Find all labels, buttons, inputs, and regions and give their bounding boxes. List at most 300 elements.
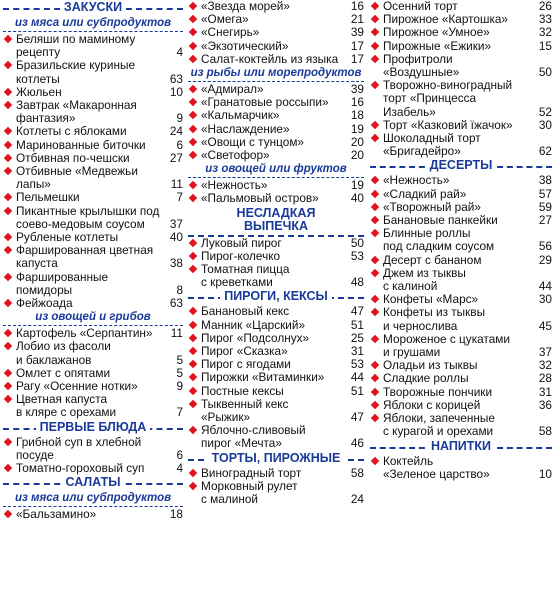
bullet-diamond-icon <box>189 2 197 10</box>
page-number: 58 <box>350 465 364 480</box>
page-number: 10 <box>538 466 552 481</box>
index-column-1 <box>3 0 183 600</box>
recipe-title-line: Рубленые котлеты <box>16 230 119 245</box>
recipe-entry[interactable] <box>188 424 364 450</box>
page-number: 40 <box>169 230 183 245</box>
page-number: 24 <box>169 124 183 139</box>
page-number: 16 <box>350 95 364 110</box>
recipe-title-line: Джем из тыквы <box>383 265 466 280</box>
recipe-entry[interactable] <box>370 254 552 267</box>
recipe-title-line: «Нежность» <box>383 173 450 188</box>
recipe-title-line: с калиной <box>383 279 438 294</box>
recipe-title-line: «Овощи с тунцом» <box>201 134 304 149</box>
bullet-diamond-icon <box>189 55 197 63</box>
recipe-title-line: «Кальмарчик» <box>201 108 280 123</box>
recipe-entry[interactable] <box>188 385 364 398</box>
page-number: 57 <box>538 186 552 201</box>
recipe-title-line: «Адмирал» <box>201 82 264 97</box>
bullet-diamond-icon <box>189 334 197 342</box>
bullet-diamond-icon <box>371 121 379 129</box>
page-number: 9 <box>176 379 183 394</box>
section-heading-text: ЗАКУСКИ <box>60 0 126 14</box>
page-number: 5 <box>176 352 183 367</box>
recipe-title-line: Творожные пончики <box>383 384 493 399</box>
recipe-title-line: Фаршированные <box>16 269 109 284</box>
recipe-title-line: соево-медовым соусом <box>16 216 145 231</box>
page-number: 17 <box>350 51 364 66</box>
page-number: 30 <box>538 117 552 132</box>
recipe-entry[interactable] <box>370 386 552 399</box>
bullet-diamond-icon <box>371 269 379 277</box>
page-number: 38 <box>169 256 183 271</box>
recipe-title-line: Омлет с опятами <box>16 365 111 380</box>
page-number: 62 <box>538 144 552 159</box>
subsection-heading: из овощей и грибов <box>3 311 183 326</box>
bullet-diamond-icon <box>189 238 197 246</box>
recipe-entry[interactable] <box>188 319 364 332</box>
recipe-title-line: под сладким соусом <box>383 239 495 254</box>
bullet-diamond-icon <box>189 482 197 490</box>
page-number: 45 <box>538 318 552 333</box>
recipe-title-line: «Бальзамино» <box>16 507 97 522</box>
bullet-diamond-icon <box>371 374 379 382</box>
recipe-entry[interactable] <box>370 333 552 359</box>
bullet-diamond-icon <box>4 193 12 201</box>
bullet-diamond-icon <box>189 98 197 106</box>
bullet-diamond-icon <box>4 35 12 43</box>
page-number: 63 <box>169 71 183 86</box>
recipe-title-line: Пирожные «Ежики» <box>383 38 492 53</box>
recipe-entry[interactable] <box>3 436 183 462</box>
bullet-diamond-icon <box>371 55 379 63</box>
page-number: 63 <box>169 296 183 311</box>
page-number: 44 <box>538 279 552 294</box>
page-number: 47 <box>350 410 364 425</box>
recipe-title-line: Оладьи из тыквы <box>383 358 478 373</box>
bullet-diamond-icon <box>189 151 197 159</box>
bullet-diamond-icon <box>189 15 197 23</box>
bullet-diamond-icon <box>4 382 12 390</box>
recipe-title-line: рецепту <box>16 45 61 60</box>
page-number: 5 <box>176 365 183 380</box>
recipe-title-line: Манник «Царский» <box>201 317 306 332</box>
page-number: 48 <box>350 275 364 290</box>
recipe-entry[interactable] <box>370 455 552 481</box>
bullet-diamond-icon <box>371 414 379 422</box>
recipe-title-line: Пирог «Сказка» <box>201 344 288 359</box>
recipe-entry[interactable] <box>188 192 364 205</box>
recipe-title-line: Фейжоада <box>16 296 73 311</box>
recipe-entry[interactable] <box>188 149 364 162</box>
recipe-entry[interactable] <box>3 508 183 521</box>
page-number: 59 <box>538 199 552 214</box>
recipe-entry[interactable] <box>188 398 364 424</box>
recipe-title-line: Тыквенный кекс <box>201 396 289 411</box>
bullet-diamond-icon <box>189 28 197 36</box>
recipe-title-line: Жюльен <box>16 84 62 99</box>
bullet-diamond-icon <box>4 464 12 472</box>
recipe-title-line: Блинные роллы <box>383 226 471 241</box>
bullet-diamond-icon <box>189 373 197 381</box>
recipe-title-line: «Снегирь» <box>201 25 260 40</box>
bullet-diamond-icon <box>4 233 12 241</box>
recipe-title-line: Картофель «Серпантин» <box>16 326 153 341</box>
page-number: 19 <box>350 178 364 193</box>
recipe-entry[interactable] <box>188 40 364 53</box>
page-number: 37 <box>169 216 183 231</box>
page-number: 15 <box>538 38 552 53</box>
recipe-title-line: Пирожное «Картошка» <box>383 12 508 27</box>
bullet-diamond-icon <box>189 426 197 434</box>
page-number: 28 <box>538 371 552 386</box>
recipe-title-line: «Рыжик» <box>201 410 251 425</box>
recipe-entry[interactable] <box>370 79 552 119</box>
bullet-diamond-icon <box>189 41 197 49</box>
recipe-title-line: «Омега» <box>201 12 249 27</box>
page-number: 37 <box>538 345 552 360</box>
bullet-diamond-icon <box>371 134 379 142</box>
recipe-title-line: Фаршированная цветная <box>16 243 154 258</box>
recipe-title-line: Лобио из фасоли <box>16 339 111 354</box>
bullet-diamond-icon <box>189 194 197 202</box>
bullet-diamond-icon <box>371 387 379 395</box>
recipe-title-line: и чернослива <box>383 318 458 333</box>
section-heading <box>370 439 552 455</box>
page-number: 17 <box>350 38 364 53</box>
recipe-title-line: «Зеленое царство» <box>383 466 490 481</box>
page-number: 21 <box>350 12 364 27</box>
recipe-title-line: Котлеты с яблоками <box>16 124 127 139</box>
section-heading <box>3 420 183 436</box>
recipe-title-line: в кляре с орехами <box>16 405 117 420</box>
section-heading <box>3 0 183 16</box>
recipe-title-line: Виноградный торт <box>201 465 302 480</box>
recipe-entry[interactable] <box>3 191 183 204</box>
page-number: 18 <box>169 507 183 522</box>
recipe-title-line: Томатно-гороховый суп <box>16 461 145 476</box>
bullet-diamond-icon <box>4 369 12 377</box>
page-number: 11 <box>170 177 183 192</box>
recipe-title-line: Пирог с ягодами <box>201 357 291 372</box>
subsection-heading: из мяса или субпродуктов <box>3 492 183 507</box>
recipe-entry[interactable] <box>188 305 364 318</box>
bullet-diamond-icon <box>189 265 197 273</box>
bullet-diamond-icon <box>371 81 379 89</box>
page-number: 31 <box>350 344 364 359</box>
bullet-diamond-icon <box>189 320 197 328</box>
bullet-diamond-icon <box>371 308 379 316</box>
bullet-diamond-icon <box>4 206 12 214</box>
bullet-diamond-icon <box>189 252 197 260</box>
recipe-title-line: Завтрак «Макаронная <box>16 98 137 113</box>
page-number: 11 <box>170 326 183 341</box>
recipe-title-line: Яблоки, запеченные <box>383 411 495 426</box>
page-number: 6 <box>176 137 183 152</box>
recipe-entry[interactable] <box>370 267 552 293</box>
recipe-title-line: Беляши по маминому <box>16 32 136 46</box>
recipe-entry[interactable] <box>370 53 552 79</box>
bullet-diamond-icon <box>371 229 379 237</box>
page-number: 51 <box>350 383 364 398</box>
recipe-title-line: с курагой и орехами <box>383 424 494 439</box>
bullet-diamond-icon <box>189 111 197 119</box>
page-number: 7 <box>176 405 183 420</box>
bullet-diamond-icon <box>4 395 12 403</box>
bullet-diamond-icon <box>189 400 197 408</box>
recipe-title-line: и баклажанов <box>16 352 92 367</box>
page-number: 52 <box>538 104 552 119</box>
recipe-entry[interactable] <box>3 33 183 59</box>
recipe-entry[interactable] <box>3 393 183 419</box>
bullet-diamond-icon <box>371 216 379 224</box>
recipe-entry[interactable] <box>3 99 183 125</box>
recipe-entry[interactable] <box>370 174 552 187</box>
page-number: 9 <box>176 111 183 126</box>
recipe-entry[interactable] <box>370 26 552 39</box>
page-number: 58 <box>538 424 552 439</box>
recipe-title-line: Отбивная по-чешски <box>16 150 130 165</box>
page-number: 40 <box>350 191 364 206</box>
recipe-entry[interactable] <box>3 462 183 475</box>
recipe-title-line: Банановые панкейки <box>383 213 498 228</box>
subsection-heading: из овощей или фруктов <box>188 163 364 178</box>
bullet-diamond-icon <box>371 401 379 409</box>
bullet-diamond-icon <box>189 181 197 189</box>
recipe-title-line: Пирог-колечко <box>201 248 281 263</box>
recipe-title-line: Пельмешки <box>16 190 80 205</box>
recipe-title-line: «Светофор» <box>201 148 270 163</box>
page-number: 4 <box>176 45 183 60</box>
bullet-diamond-icon <box>371 2 379 10</box>
bullet-diamond-icon <box>4 88 12 96</box>
bullet-diamond-icon <box>189 360 197 368</box>
section-heading <box>188 206 364 237</box>
page-number: 26 <box>538 0 552 13</box>
recipe-title-line: Луковый пирог <box>201 235 282 250</box>
page-number: 32 <box>538 358 552 373</box>
recipe-title-line: Рагу «Осенние нотки» <box>16 379 138 394</box>
section-heading-text: ПЕРВЫЕ БЛЮДА <box>36 420 151 434</box>
bullet-diamond-icon <box>189 307 197 315</box>
page-number: 27 <box>169 150 183 165</box>
recipe-title-line: «Бригадейро» <box>383 144 461 159</box>
page-number: 16 <box>350 0 364 13</box>
recipe-entry[interactable] <box>3 125 183 138</box>
bullet-diamond-icon <box>189 468 197 476</box>
page-number: 39 <box>350 82 364 97</box>
section-heading-text: НАПИТКИ <box>427 439 495 453</box>
section-heading <box>188 451 364 467</box>
section-heading-text: ТОРТЫ, ПИРОЖНЫЕ <box>208 451 345 465</box>
bullet-diamond-icon <box>189 347 197 355</box>
recipe-entry[interactable] <box>370 188 552 201</box>
bullet-diamond-icon <box>371 361 379 369</box>
bullet-diamond-icon <box>371 203 379 211</box>
page-number: 19 <box>350 121 364 136</box>
recipe-entry[interactable] <box>370 372 552 385</box>
page-number: 7 <box>176 190 183 205</box>
section-heading <box>3 475 183 491</box>
bullet-diamond-icon <box>371 176 379 184</box>
recipe-title-line: помидоры <box>16 282 73 297</box>
page-number: 18 <box>350 108 364 123</box>
page-number: 25 <box>350 330 364 345</box>
recipe-title-line: котлеты <box>16 71 60 86</box>
recipe-title-line: «Пальмовый остров» <box>201 191 319 206</box>
recipe-entry[interactable] <box>370 306 552 332</box>
section-heading-line: ВЫПЕЧКА <box>243 218 309 233</box>
page-number: 32 <box>538 25 552 40</box>
recipe-title-line: Бразильские куриные <box>16 58 136 73</box>
section-heading-text: ДЕСЕРТЫ <box>426 158 497 172</box>
bullet-diamond-icon <box>4 61 12 69</box>
index-column-3 <box>370 0 552 600</box>
recipe-title-line: Пикантные крылышки под <box>16 203 160 218</box>
recipe-title-line: Томатная пицца <box>201 262 290 277</box>
recipe-title-line: Десерт с бананом <box>383 252 482 267</box>
page-number: 56 <box>538 239 552 254</box>
recipe-title-line: с малиной <box>201 492 258 507</box>
page-number: 50 <box>350 235 364 250</box>
recipe-entry[interactable] <box>188 371 364 384</box>
page-number: 47 <box>350 304 364 319</box>
recipe-title-line: Салат-коктейль из языка <box>201 51 339 66</box>
recipe-title-line: фантазия» <box>16 111 76 126</box>
recipe-title-line: Профитроли <box>383 51 453 66</box>
bullet-diamond-icon <box>4 272 12 280</box>
recipe-title-line: Банановый кекс <box>201 304 290 319</box>
bullet-diamond-icon <box>4 510 12 518</box>
recipe-entry[interactable] <box>3 244 183 270</box>
recipe-title-line: Изабель» <box>383 104 436 119</box>
recipe-title-line: и грушами <box>383 345 441 360</box>
recipe-title-line: Грибной суп в хлебной <box>16 434 142 449</box>
bullet-diamond-icon <box>189 85 197 93</box>
bullet-diamond-icon <box>4 246 12 254</box>
section-heading <box>188 289 364 305</box>
page-number: 4 <box>176 461 183 476</box>
page-number: 31 <box>538 384 552 399</box>
recipe-title-line: Отбивные «Медвежьи <box>16 164 138 179</box>
page-number: 53 <box>350 248 364 263</box>
recipe-entry[interactable] <box>3 165 183 191</box>
bullet-diamond-icon <box>4 329 12 337</box>
bullet-diamond-icon <box>189 386 197 394</box>
section-heading <box>370 158 552 174</box>
recipe-entry[interactable] <box>188 53 364 66</box>
recipe-entry[interactable] <box>188 263 364 289</box>
recipe-entry[interactable] <box>3 297 183 310</box>
recipe-entry[interactable] <box>3 59 183 85</box>
recipe-title-line: Конфеты «Марс» <box>383 292 479 307</box>
recipe-entry[interactable] <box>188 26 364 39</box>
recipe-entry[interactable] <box>188 237 364 250</box>
bullet-diamond-icon <box>4 140 12 148</box>
recipe-title-line: с креветками <box>201 275 273 290</box>
bullet-diamond-icon <box>371 456 379 464</box>
recipe-title-line: «Гранатовые россыпи» <box>201 95 329 110</box>
recipe-entry[interactable] <box>3 340 183 366</box>
recipe-title-line: Пирожное «Умное» <box>383 25 490 40</box>
recipe-entry[interactable] <box>3 139 183 152</box>
recipe-title-line: «Творожный рай» <box>383 199 481 214</box>
page-number: 33 <box>538 12 552 27</box>
recipe-title-line: Яблочно-сливовый <box>201 423 306 438</box>
index-column-2 <box>188 0 364 600</box>
recipe-title-line: посуде <box>16 447 54 462</box>
bullet-diamond-icon <box>371 28 379 36</box>
recipe-title-line: Пирог «Подсолнух» <box>201 330 310 345</box>
recipe-entry[interactable] <box>370 227 552 253</box>
page-number: 10 <box>169 84 183 99</box>
bullet-diamond-icon <box>4 101 12 109</box>
bullet-diamond-icon <box>4 299 12 307</box>
recipe-title-line: Яблоки с корицей <box>383 397 481 412</box>
page-number: 29 <box>538 252 552 267</box>
recipe-title-line: Пирожки «Витаминки» <box>201 370 325 385</box>
bullet-diamond-icon <box>371 335 379 343</box>
bullet-diamond-icon <box>371 255 379 263</box>
recipe-entry[interactable] <box>188 123 364 136</box>
recipe-title-line: «Звезда морей» <box>201 0 290 13</box>
recipe-entry[interactable] <box>370 412 552 438</box>
recipe-title-line: Творожно-виноградный <box>383 78 513 93</box>
subsection-heading: из мяса или субпродуктов <box>3 17 183 32</box>
recipe-title-line: «Экзотический» <box>201 38 289 53</box>
recipe-entry[interactable] <box>188 109 364 122</box>
recipe-title-line: Постные кексы <box>201 383 284 398</box>
page-number: 51 <box>350 317 364 332</box>
page-number: 36 <box>538 397 552 412</box>
bullet-diamond-icon <box>4 154 12 162</box>
page-number: 24 <box>350 492 364 507</box>
recipe-entry[interactable] <box>3 205 183 231</box>
recipe-title-line: Шоколадный торт <box>383 131 481 146</box>
recipe-entry[interactable] <box>188 467 364 480</box>
recipe-title-line: пирог «Мечта» <box>201 436 282 451</box>
recipe-entry[interactable] <box>370 132 552 158</box>
bullet-diamond-icon <box>4 127 12 135</box>
recipe-title-line: Осенний торт <box>383 0 458 13</box>
recipe-entry[interactable] <box>3 271 183 297</box>
bullet-diamond-icon <box>4 167 12 175</box>
page-number: 46 <box>350 436 364 451</box>
recipe-title-line: «Нежность» <box>201 178 268 193</box>
recipe-title-line: Маринованные биточки <box>16 137 146 152</box>
page-number: 30 <box>538 292 552 307</box>
bullet-diamond-icon <box>189 124 197 132</box>
subsection-heading: из рыбы или морепродуктов <box>188 67 364 82</box>
recipe-title-line: Сладкие роллы <box>383 371 469 386</box>
page-number: 27 <box>538 213 552 228</box>
bullet-diamond-icon <box>371 15 379 23</box>
recipe-title-line: «Наслаждение» <box>201 121 290 136</box>
recipe-title-line: Конфеты из тыквы <box>383 305 486 320</box>
recipe-entry[interactable] <box>188 480 364 506</box>
bullet-diamond-icon <box>371 295 379 303</box>
recipe-entry[interactable] <box>370 40 552 53</box>
page-number: 50 <box>538 65 552 80</box>
recipe-title-line: торт «Принцесса <box>383 91 477 106</box>
recipe-title-line: Торт «Казковий їжачок» <box>383 117 513 132</box>
section-heading-text: ПИРОГИ, КЕКСЫ <box>220 289 332 303</box>
page-number: 53 <box>350 357 364 372</box>
recipe-title-line: «Сладкий рай» <box>383 186 467 201</box>
recipe-title-line: Морковный рулет <box>201 478 298 493</box>
recipe-title-line: «Воздушные» <box>383 65 460 80</box>
section-heading-text: САЛАТЫ <box>62 475 125 489</box>
recipe-title-line: капуста <box>16 256 58 271</box>
